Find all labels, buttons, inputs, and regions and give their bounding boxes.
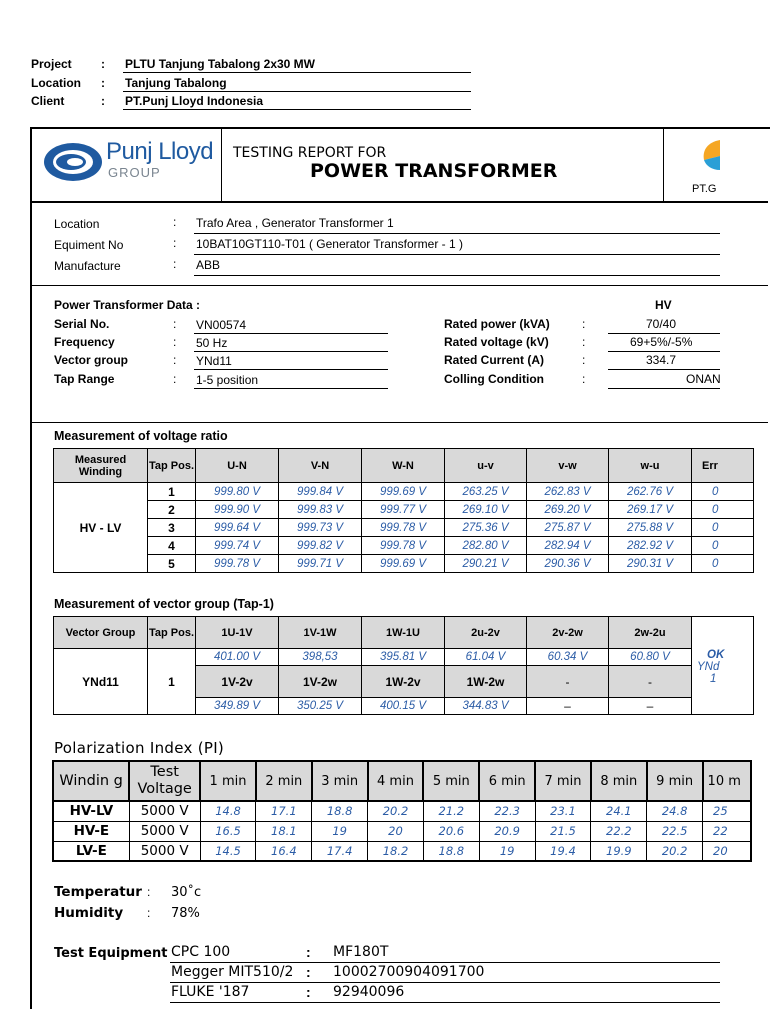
punj-lloyd-emblem-icon: [42, 140, 104, 184]
info-location-colon: :: [173, 215, 177, 229]
ratio-cell: 999.74 V: [196, 537, 279, 555]
vector-header-group: Vector Group: [54, 617, 148, 649]
rated-voltage-value: 69+5%/-5%: [630, 335, 693, 349]
table-row: 1: [148, 483, 196, 501]
ratio-cell: 999.80 V: [196, 483, 279, 501]
vector-result-ok: OK: [707, 648, 725, 661]
ratio-cell: 290.36 V: [527, 555, 609, 573]
pi-cell: 17.1: [256, 801, 312, 821]
logo-sub: GROUP: [108, 165, 161, 180]
vector-header-tap: Tap Pos.: [148, 617, 196, 649]
info-location-value: Trafo Area , Generator Transformer 1: [196, 216, 394, 230]
rated-current-label: Rated Current (A): [444, 353, 545, 367]
ratio-cell: 0: [692, 555, 754, 573]
ratio-cell: 275.36 V: [445, 519, 527, 537]
ratio-cell: 282.94 V: [527, 537, 609, 555]
pi-cell: 19.4: [535, 841, 591, 861]
ratio-cell: 269.17 V: [609, 501, 692, 519]
rated-current-value: 334.7: [646, 353, 677, 367]
ratio-cell: 262.83 V: [527, 483, 609, 501]
location-value: Tanjung Tabalong: [125, 76, 227, 90]
pi-title: Polarization Index (PI): [54, 739, 225, 757]
pi-cell: 18.2: [368, 841, 424, 861]
pi-cell: 24.8: [647, 801, 703, 821]
pi-voltage: 5000 V: [129, 821, 200, 841]
client-label: Client: [31, 94, 65, 108]
report-title-line2: POWER TRANSFORMER: [310, 160, 558, 182]
pi-header-winding: Windin g: [53, 761, 129, 801]
pi-cell: 23.1: [535, 801, 591, 821]
vector-cell: 350.25 V: [279, 698, 362, 715]
location-colon: :: [101, 76, 105, 90]
rated-voltage-label: Rated voltage (kV): [444, 335, 549, 349]
pi-cell: 18.8: [423, 841, 479, 861]
ratio-cell: 263.25 V: [445, 483, 527, 501]
vector-cell: 61.04 V: [445, 649, 527, 666]
vector-cell: 349.89 V: [196, 698, 279, 715]
vector-cell: 401.00 V: [196, 649, 279, 666]
vector-result-cell: [692, 649, 754, 715]
vector-cell: 395.81 V: [362, 649, 445, 666]
equipment-item-sep: :: [306, 944, 311, 960]
cooling-colon: :: [582, 372, 586, 386]
vector-header-2v2w: 2v-2w: [527, 617, 609, 649]
rated-current-colon: :: [582, 353, 586, 367]
serial-label: Serial No.: [54, 317, 110, 331]
pi-table: [52, 760, 752, 862]
ratio-title: Measurement of voltage ratio: [54, 429, 228, 443]
pi-header-min: 6 min: [479, 761, 535, 801]
frequency-value: 50 Hz: [196, 336, 228, 350]
ratio-cell: 282.92 V: [609, 537, 692, 555]
vector-header-1v1w: 1V-1W: [279, 617, 362, 649]
equipment-item-name: CPC 100: [171, 944, 231, 960]
ratio-table-wrap: [53, 448, 720, 574]
vector-cell: 398,53: [279, 649, 362, 666]
pi-cell: 25: [703, 801, 751, 821]
ratio-winding: HV - LV: [54, 483, 148, 573]
pi-header-min: 9 min: [647, 761, 703, 801]
pi-header-min: 2 min: [256, 761, 312, 801]
table-row: 4: [148, 537, 196, 555]
humidity-value: 78%: [171, 906, 200, 921]
vector-header-2u2v: 2u-2v: [445, 617, 527, 649]
ratio-cell: 999.64 V: [196, 519, 279, 537]
pi-cell: 18.8: [312, 801, 368, 821]
equipment-item-serial: 10002700904091700: [333, 964, 485, 980]
vector-header-2w2u: 2w-2u: [609, 617, 692, 649]
rated-voltage-colon: :: [582, 335, 586, 349]
pi-cell: 24.1: [591, 801, 647, 821]
pi-cell: 20.2: [647, 841, 703, 861]
vector-cell: 400.15 V: [362, 698, 445, 715]
pi-header-min: 4 min: [368, 761, 424, 801]
info-manufacture-colon: :: [173, 257, 177, 271]
info-equipment-label: Equiment No: [54, 238, 124, 252]
ratio-cell: 999.71 V: [279, 555, 362, 573]
ratio-cell: 999.78 V: [362, 519, 445, 537]
frequency-label: Frequency: [54, 335, 115, 349]
pi-cell: 20.2: [368, 801, 424, 821]
pi-cell: 22.3: [479, 801, 535, 821]
cooling-label: Colling Condition: [444, 372, 544, 386]
pi-cell: 16.4: [256, 841, 312, 861]
pi-table-wrap: [52, 760, 741, 864]
ratio-cell: 269.10 V: [445, 501, 527, 519]
ratio-cell: 262.76 V: [609, 483, 692, 501]
vector-mid-cell: -: [609, 666, 692, 698]
vector-mid-cell: 1W-2v: [362, 666, 445, 698]
info-equipment-value: 10BAT10GT110-T01 ( Generator Transformer - 1 ): [196, 237, 463, 251]
pi-header-min: 10 m: [703, 761, 751, 801]
equipment-item-serial: MF180T: [333, 944, 389, 960]
ratio-header-tap: Tap Pos.: [148, 449, 196, 483]
vector-result-tap: 1: [710, 672, 717, 685]
table-row: 2: [148, 501, 196, 519]
info-equipment-colon: :: [173, 236, 177, 250]
pi-cell: 17.4: [312, 841, 368, 861]
vector-group-cell: YNd11: [54, 649, 148, 715]
temperature-colon: :: [147, 885, 151, 899]
ratio-cell: 999.69 V: [362, 555, 445, 573]
report-title-line1: TESTING REPORT FOR: [233, 145, 387, 161]
transformer-title: Power Transformer Data :: [54, 298, 201, 312]
equipment-item-serial: 92940096: [333, 984, 405, 1000]
tap-range-label: Tap Range: [54, 372, 115, 386]
equipment-item-name: FLUKE '187: [171, 984, 250, 1000]
ratio-cell: 999.90 V: [196, 501, 279, 519]
vector-group-colon: :: [173, 353, 177, 367]
vector-cell: 60.34 V: [527, 649, 609, 666]
test-equipment-label: Test Equipment: [54, 946, 168, 961]
pi-header-min: 7 min: [535, 761, 591, 801]
ratio-cell: 0: [692, 501, 754, 519]
vector-header-1w1u: 1W-1U: [362, 617, 445, 649]
vector-group-value: YNd11: [196, 354, 232, 368]
project-value: PLTU Tanjung Tabalong 2x30 MW: [125, 57, 316, 71]
vector-mid-cell: 1V-2w: [279, 666, 362, 698]
info-manufacture-value: ABB: [196, 258, 221, 272]
vector-cell: 344.83 V: [445, 698, 527, 715]
rated-power-colon: :: [582, 317, 586, 331]
ratio-cell: 290.31 V: [609, 555, 692, 573]
equipment-item-sep: :: [306, 964, 311, 980]
pi-cell: 22.2: [591, 821, 647, 841]
vector-mid-cell: 1W-2w: [445, 666, 527, 698]
pi-cell: 18.1: [256, 821, 312, 841]
serial-value: VN00574: [196, 318, 247, 332]
ratio-cell: 999.73 V: [279, 519, 362, 537]
pi-cell: 20.6: [423, 821, 479, 841]
ratio-cell: 269.20 V: [527, 501, 609, 519]
pi-cell: 20: [368, 821, 424, 841]
vector-table-wrap: [53, 616, 725, 719]
vector-result-group: YNd: [697, 660, 720, 673]
ratio-cell: 999.83 V: [279, 501, 362, 519]
cooling-value: ONAN: [686, 372, 721, 386]
vector-header-1u1v: 1U-1V: [196, 617, 279, 649]
pi-cell: 19: [312, 821, 368, 841]
tap-range-colon: :: [173, 372, 177, 386]
pi-cell: 16.5: [200, 821, 256, 841]
pi-cell: 22: [703, 821, 751, 841]
pi-header-voltage: Test Voltage: [129, 761, 200, 801]
ratio-cell: 999.82 V: [279, 537, 362, 555]
pi-cell: 14.8: [200, 801, 256, 821]
ratio-cell: 275.87 V: [527, 519, 609, 537]
temperature-label: Temperatur: [54, 884, 142, 900]
project-label: Project: [31, 57, 72, 71]
ratio-table: [53, 448, 754, 573]
vector-cell: –: [609, 698, 692, 715]
tap-range-value: 1-5 position: [196, 373, 259, 387]
ratio-cell: 999.77 V: [362, 501, 445, 519]
pi-cell: 21.5: [535, 821, 591, 841]
punj-lloyd-logo: [42, 140, 217, 188]
pi-cell: 19: [479, 841, 535, 861]
ratio-cell: 290.21 V: [445, 555, 527, 573]
ratio-cell: 0: [692, 519, 754, 537]
pi-winding: HV-E: [53, 821, 129, 841]
pi-cell: 20: [703, 841, 751, 861]
vector-group-label: Vector group: [54, 353, 129, 367]
equipment-item-sep: :: [306, 984, 311, 1000]
client-logo-text: PT.G: [692, 183, 717, 195]
vector-mid-cell: 1V-2v: [196, 666, 279, 698]
vector-cell: –: [527, 698, 609, 715]
ratio-cell: 999.69 V: [362, 483, 445, 501]
pi-winding: HV-LV: [53, 801, 129, 821]
ratio-header-wu: w-u: [609, 449, 692, 483]
pi-header-min: 1 min: [200, 761, 256, 801]
client-value: PT.Punj Lloyd Indonesia: [125, 94, 264, 108]
table-row: 3: [148, 519, 196, 537]
humidity-colon: :: [147, 906, 151, 920]
vector-title: Measurement of vector group (Tap-1): [54, 597, 274, 611]
transformer-hv: HV: [655, 298, 672, 312]
ratio-header-winding: Measured Winding: [54, 449, 148, 483]
ratio-cell: 999.78 V: [196, 555, 279, 573]
ratio-header-err: Err: [692, 449, 754, 483]
vector-mid-cell: -: [527, 666, 609, 698]
ratio-header-vw: v-w: [527, 449, 609, 483]
ratio-cell: 275.88 V: [609, 519, 692, 537]
rated-power-value: 70/40: [646, 317, 677, 331]
pi-cell: 19.9: [591, 841, 647, 861]
pi-header-min: 8 min: [591, 761, 647, 801]
pi-cell: 21.2: [423, 801, 479, 821]
pi-cell: 22.5: [647, 821, 703, 841]
ratio-header-uv: u-v: [445, 449, 527, 483]
ratio-cell: 999.78 V: [362, 537, 445, 555]
vector-tap-cell: 1: [148, 649, 196, 715]
client-colon: :: [101, 94, 105, 108]
table-row: 5: [148, 555, 196, 573]
pi-winding: LV-E: [53, 841, 129, 861]
info-manufacture-label: Manufacture: [54, 259, 121, 273]
ratio-cell: 999.84 V: [279, 483, 362, 501]
humidity-label: Humidity: [54, 905, 124, 921]
temperature-value: 30˚c: [171, 885, 202, 900]
rated-power-label: Rated power (kVA): [444, 317, 550, 331]
ratio-header-wn: W-N: [362, 449, 445, 483]
equipment-item-name: Megger MIT510/2: [171, 964, 294, 980]
ratio-cell: 0: [692, 537, 754, 555]
pi-cell: 20.9: [479, 821, 535, 841]
project-colon: :: [101, 57, 105, 71]
client-logo-icon: [700, 138, 720, 172]
vector-table: [53, 616, 754, 715]
pi-voltage: 5000 V: [129, 801, 200, 821]
pi-cell: 14.5: [200, 841, 256, 861]
vector-cell: 60.80 V: [609, 649, 692, 666]
info-location-label: Location: [54, 217, 100, 231]
ratio-header-vn: V-N: [279, 449, 362, 483]
frequency-colon: :: [173, 335, 177, 349]
ratio-cell: 0: [692, 483, 754, 501]
pi-voltage: 5000 V: [129, 841, 200, 861]
logo-name: Punj Lloyd: [106, 138, 214, 165]
pi-header-min: 3 min: [312, 761, 368, 801]
serial-colon: :: [173, 317, 177, 331]
ratio-cell: 282.80 V: [445, 537, 527, 555]
ratio-header-un: U-N: [196, 449, 279, 483]
pi-header-min: 5 min: [423, 761, 479, 801]
location-label: Location: [31, 76, 81, 90]
